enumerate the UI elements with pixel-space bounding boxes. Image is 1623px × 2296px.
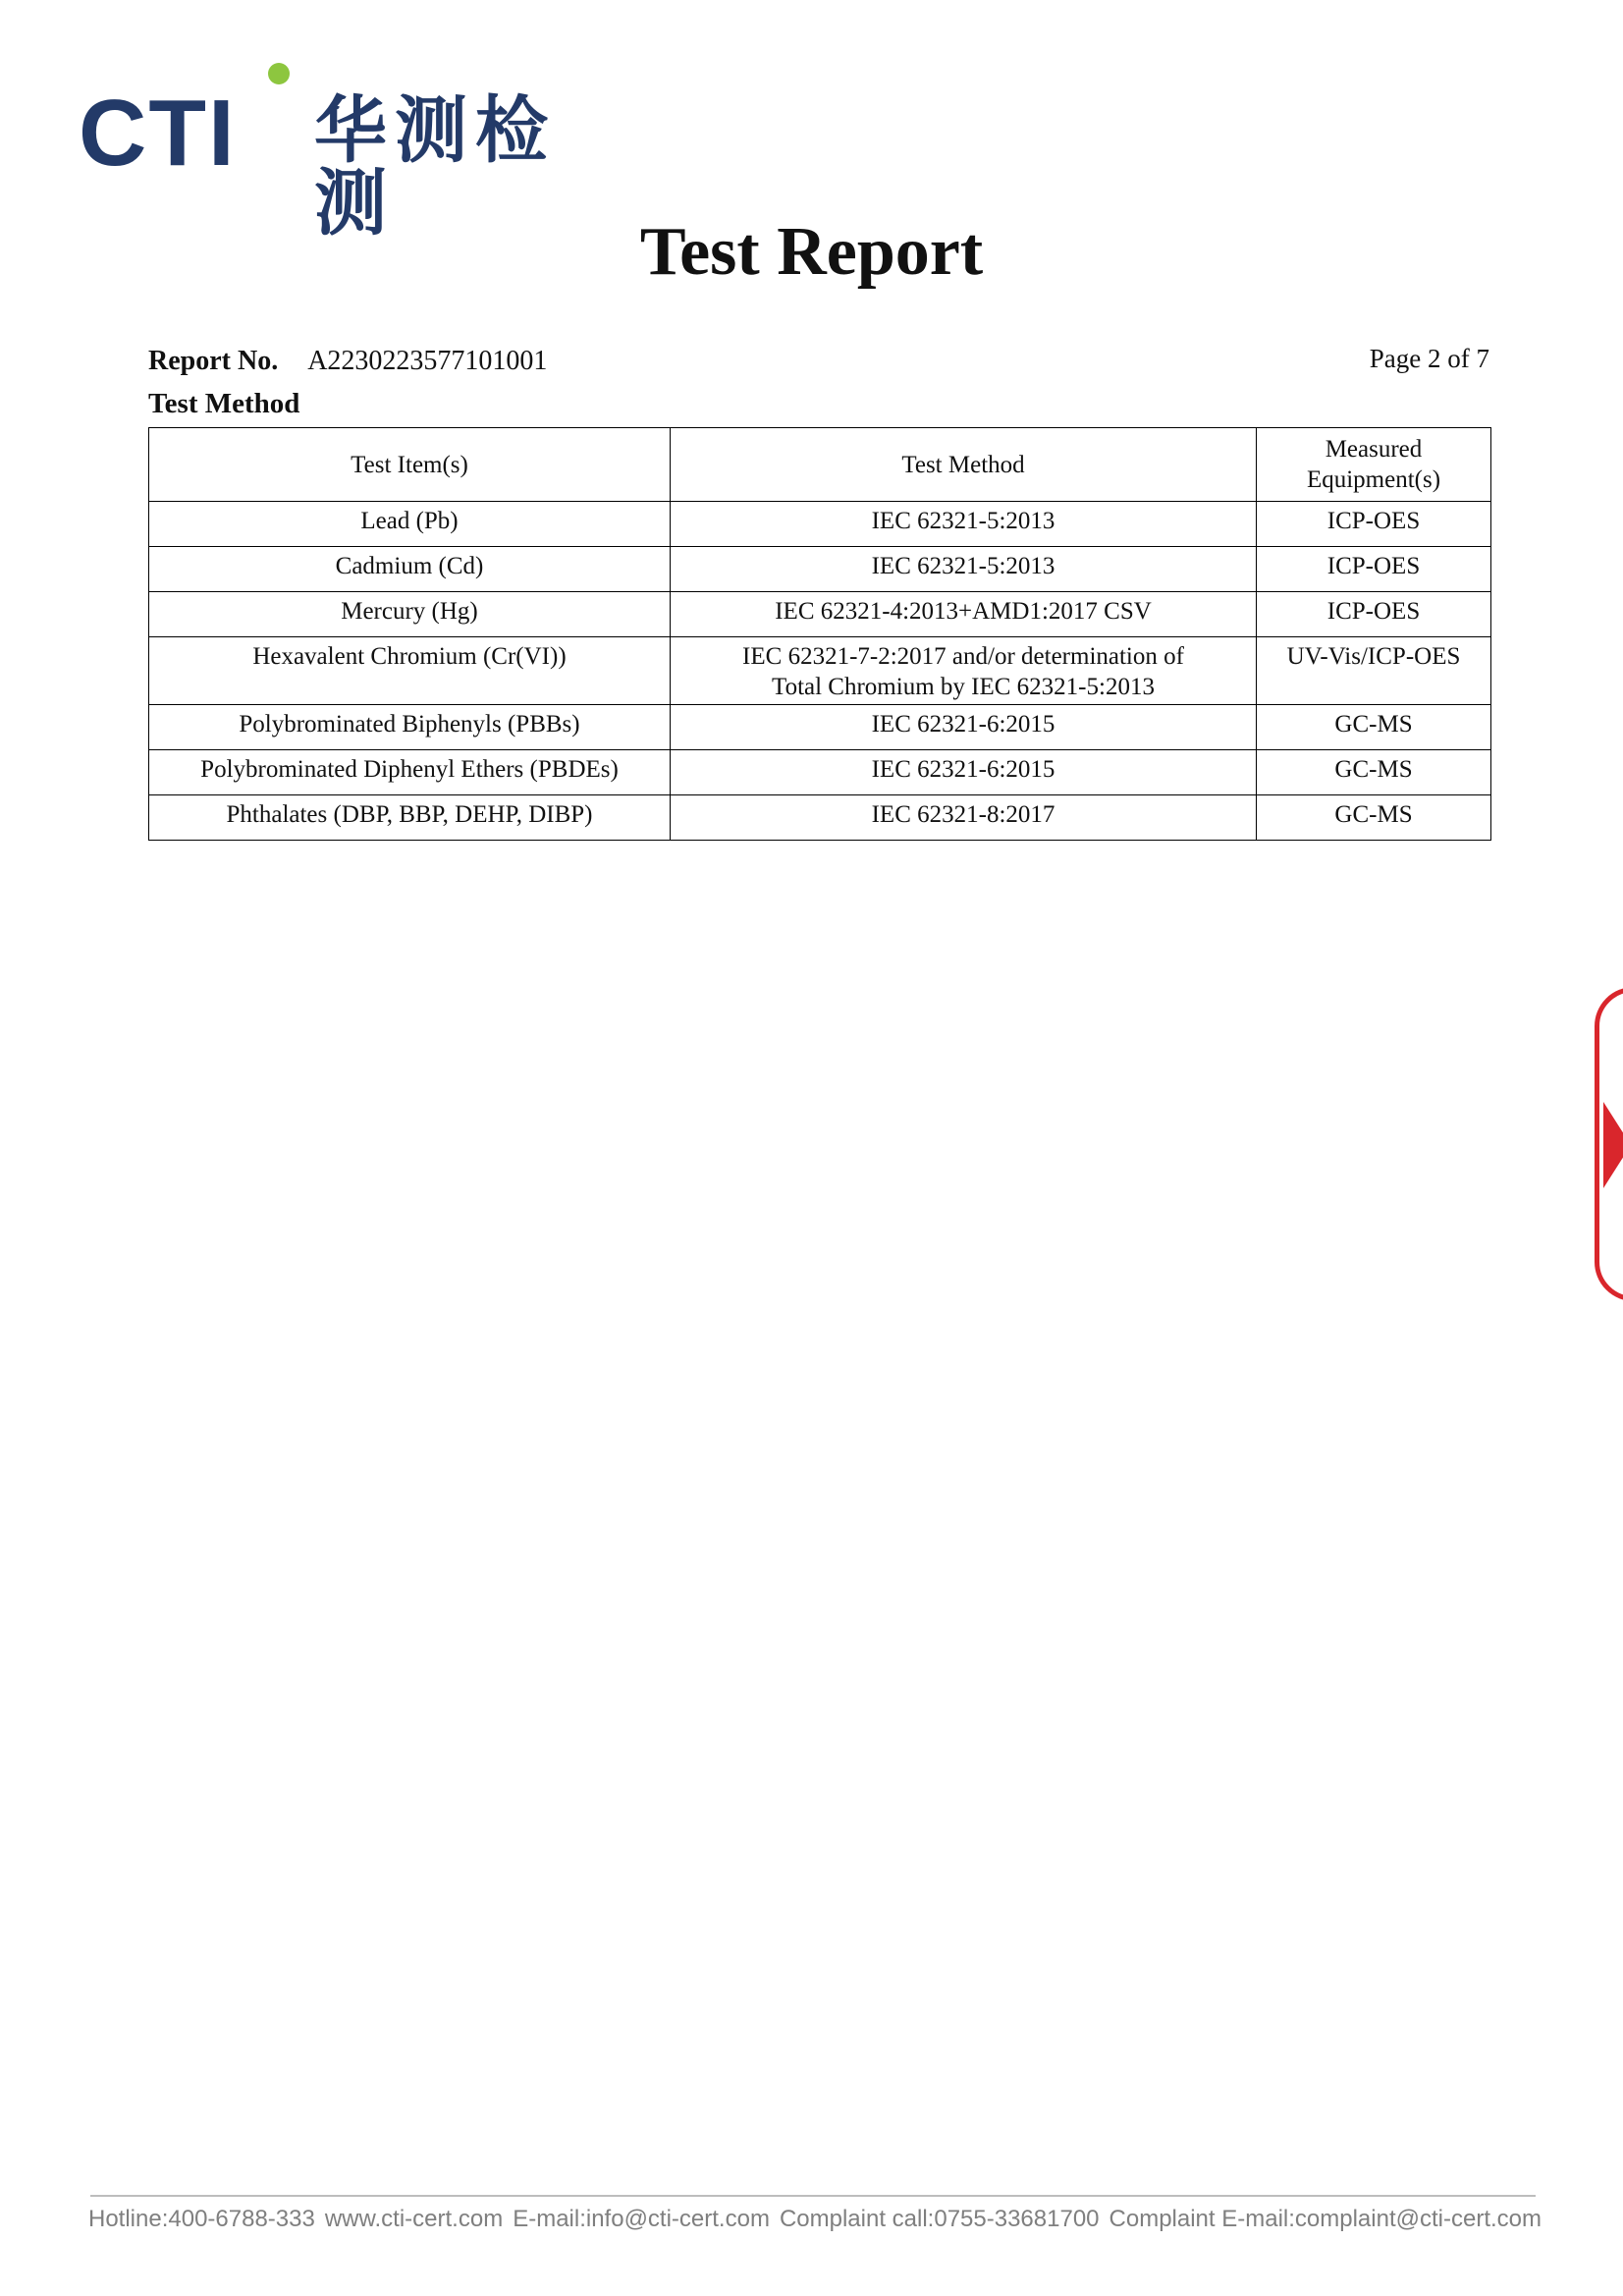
seal-arrow-icon bbox=[1603, 1102, 1623, 1188]
table-header-row bbox=[149, 428, 1491, 502]
logo-chinese-text: 华测检测 bbox=[314, 88, 556, 246]
table-row bbox=[149, 547, 1491, 592]
page-title: Test Report bbox=[639, 214, 984, 290]
footer-email: E-mail:info@cti-cert.com bbox=[513, 2206, 770, 2232]
table-row bbox=[149, 750, 1491, 795]
cell-test-item: Phthalates (DBP, BBP, DEHP, DIBP) bbox=[149, 795, 671, 841]
cell-equipment: GC-MS bbox=[1257, 750, 1491, 795]
test-method-table bbox=[148, 427, 1491, 841]
cell-test-item: Polybrominated Diphenyl Ethers (PBDEs) bbox=[149, 750, 671, 795]
cell-equipment: ICP-OES bbox=[1257, 502, 1491, 547]
report-number-value: A2230223577101001 bbox=[307, 346, 548, 376]
header-measured-equipment: Measured Equipment(s) bbox=[1257, 428, 1491, 502]
cell-test-item: Cadmium (Cd) bbox=[149, 547, 671, 592]
section-title: Test Method bbox=[148, 388, 300, 419]
header-test-items: Test Item(s) bbox=[149, 428, 671, 502]
report-number bbox=[148, 346, 547, 377]
footer-divider bbox=[90, 2195, 1536, 2197]
cell-test-method: IEC 62321-4:2013+AMD1:2017 CSV bbox=[671, 592, 1257, 637]
report-number-label: Report No. bbox=[148, 346, 279, 376]
footer-hotline: Hotline:400-6788-333 bbox=[88, 2206, 315, 2232]
cell-equipment: GC-MS bbox=[1257, 705, 1491, 750]
logo-latin-text: CTI bbox=[79, 81, 237, 186]
cell-test-method: IEC 62321-5:2013 bbox=[671, 502, 1257, 547]
table-row bbox=[149, 592, 1491, 637]
cell-test-method: IEC 62321-8:2017 bbox=[671, 795, 1257, 841]
table-row bbox=[149, 502, 1491, 547]
header-test-method: Test Method bbox=[671, 428, 1257, 502]
footer-complaint-call: Complaint call:0755-33681700 bbox=[779, 2206, 1100, 2232]
logo-dot-icon bbox=[268, 63, 290, 84]
official-seal-stamp bbox=[1595, 987, 1623, 1301]
cell-test-item: Lead (Pb) bbox=[149, 502, 671, 547]
cell-equipment: GC-MS bbox=[1257, 795, 1491, 841]
cell-equipment: ICP-OES bbox=[1257, 592, 1491, 637]
cell-test-method: IEC 62321-6:2015 bbox=[671, 750, 1257, 795]
cell-equipment: UV-Vis/ICP-OES bbox=[1257, 637, 1491, 705]
footer-complaint-email: Complaint E-mail:complaint@cti-cert.com bbox=[1109, 2206, 1542, 2232]
table-row bbox=[149, 637, 1491, 705]
cell-test-item: Polybrominated Biphenyls (PBBs) bbox=[149, 705, 671, 750]
table-row bbox=[149, 705, 1491, 750]
cell-test-method: IEC 62321-7-2:2017 and/or determination of Total Chromium by IEC 62321-5:2013 bbox=[671, 637, 1257, 705]
company-logo bbox=[79, 59, 609, 246]
footer-website: www.cti-cert.com bbox=[324, 2206, 504, 2232]
footer-contact-bar bbox=[88, 2206, 1542, 2233]
cell-equipment: ICP-OES bbox=[1257, 547, 1491, 592]
cell-test-item: Hexavalent Chromium (Cr(VI)) bbox=[149, 637, 671, 705]
cell-test-method: IEC 62321-5:2013 bbox=[671, 547, 1257, 592]
table-row bbox=[149, 795, 1491, 841]
cell-test-method: IEC 62321-6:2015 bbox=[671, 705, 1257, 750]
cell-test-item: Mercury (Hg) bbox=[149, 592, 671, 637]
page-number: Page 2 of 7 bbox=[1369, 344, 1489, 373]
